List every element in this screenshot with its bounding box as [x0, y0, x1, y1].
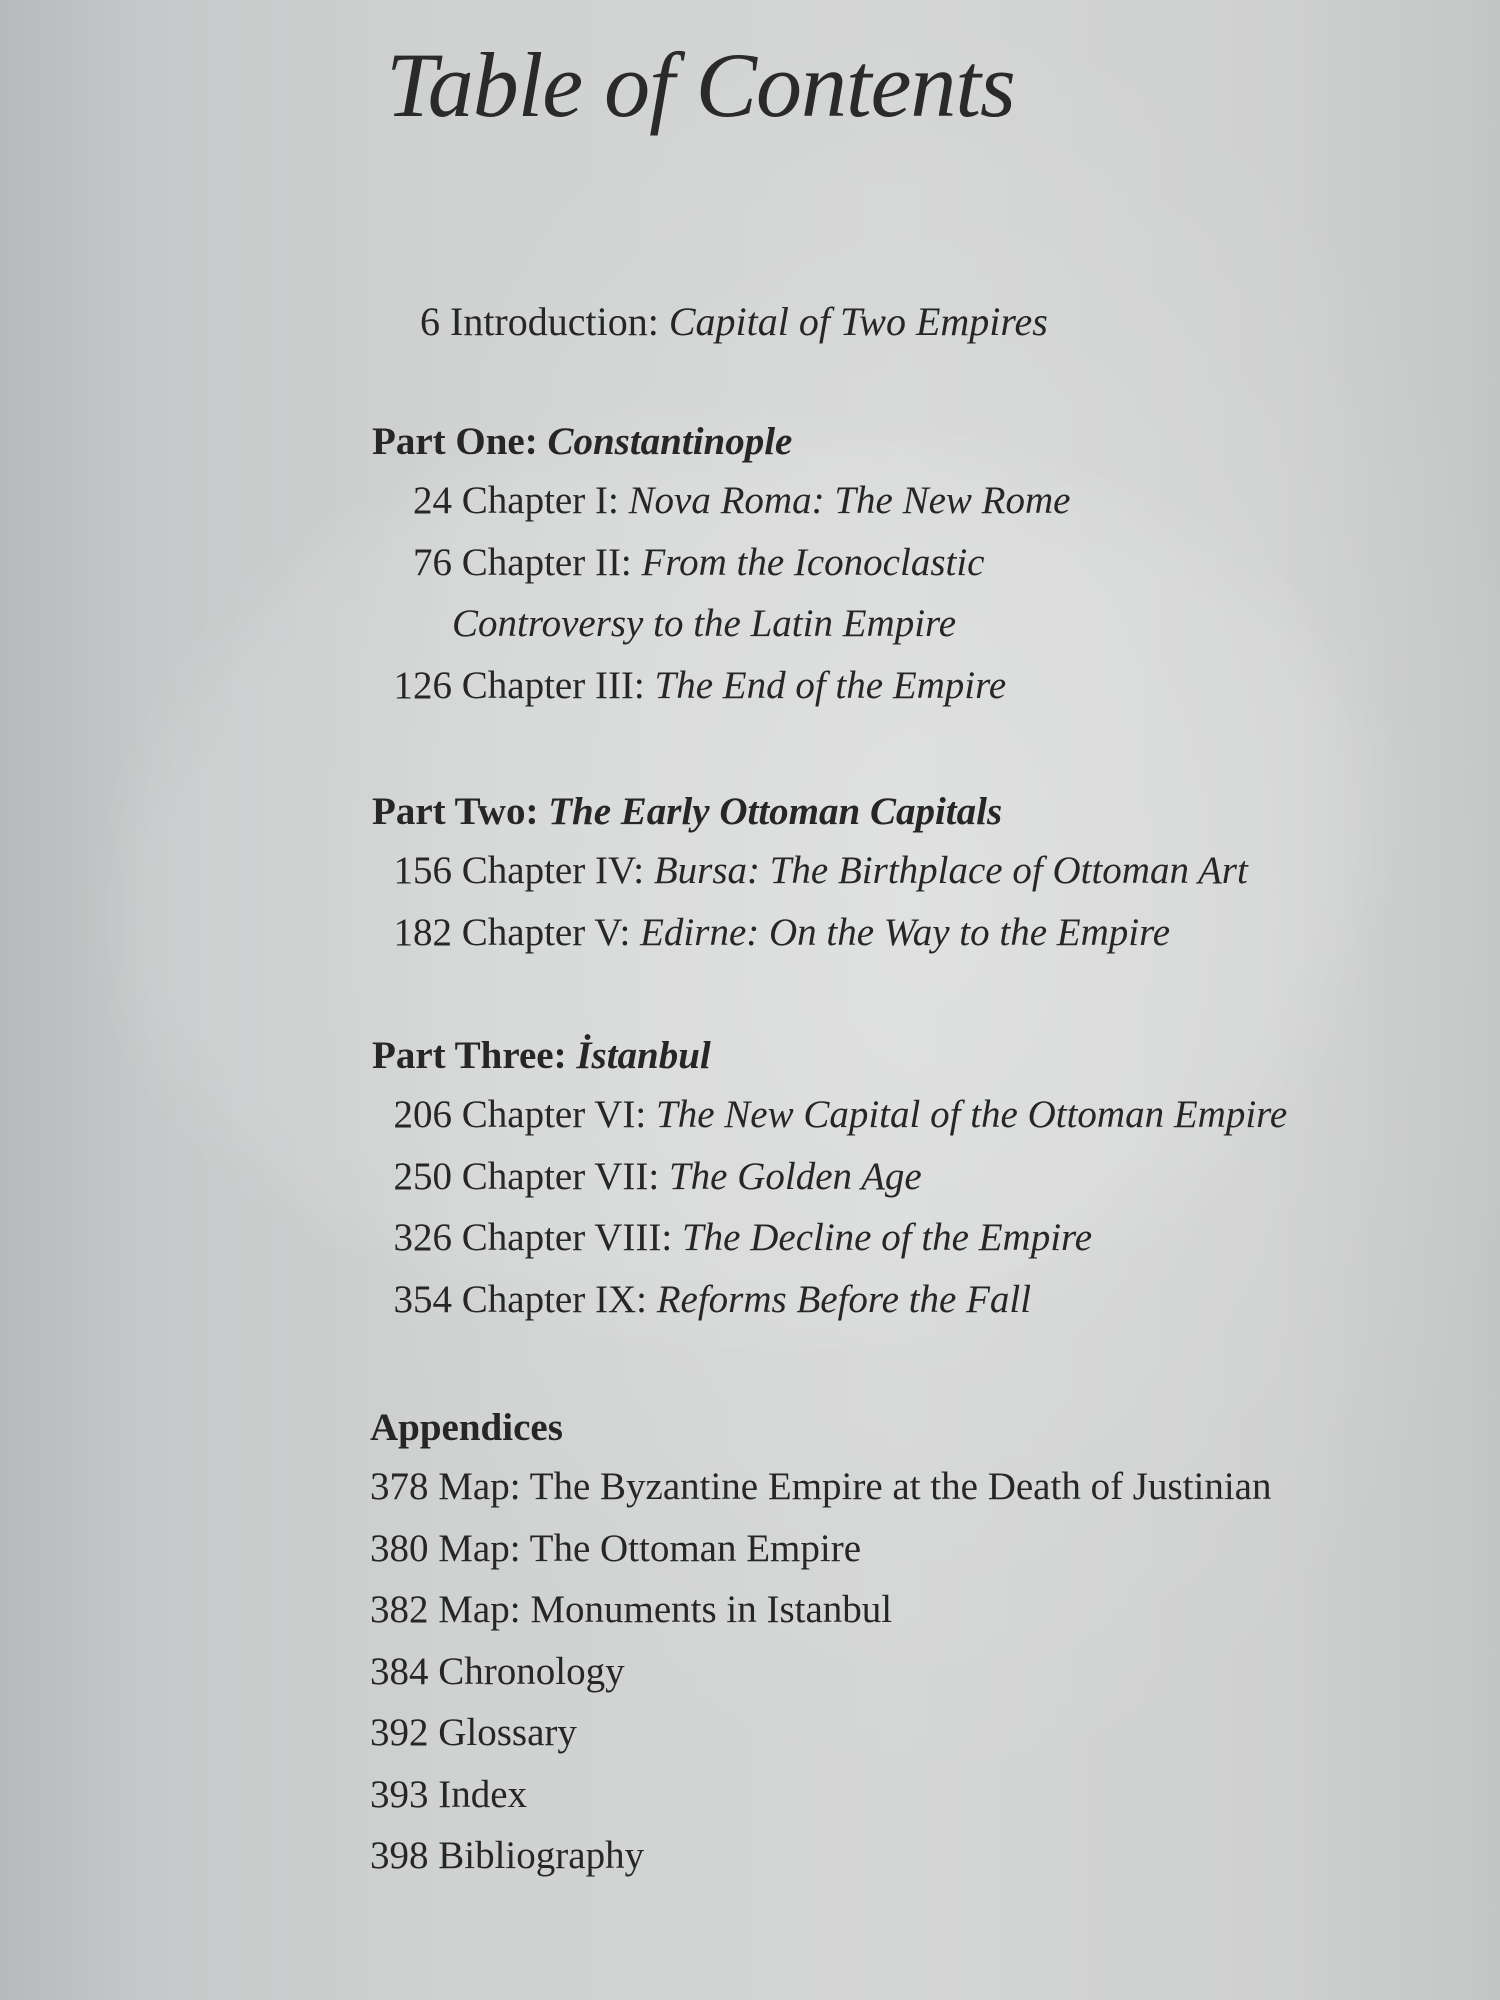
entry-text: Map: The Ottoman Empire [438, 1526, 862, 1570]
toc-entry [372, 1146, 1287, 1208]
section-heading: Appendices [370, 1406, 563, 1449]
page-number: 126 [393, 663, 452, 707]
toc-entry [370, 1518, 1271, 1580]
toc-entry [372, 840, 1248, 902]
section-heading [372, 1028, 1287, 1084]
entry-text: Chronology [438, 1649, 625, 1693]
page-number: 380 [370, 1526, 429, 1570]
page-number: 354 [393, 1277, 452, 1321]
part-label: Part Two: [372, 790, 539, 833]
toc-section-part-one [372, 414, 1070, 716]
entry-title: Bursa: The Birthplace of Ottoman Art [653, 849, 1248, 892]
toc-entry [370, 1456, 1271, 1518]
entry-label: Chapter VI: [461, 1093, 647, 1136]
page-number: 398 [370, 1834, 429, 1877]
page-number: 250 [393, 1154, 452, 1198]
section-heading [372, 414, 1070, 470]
toc-entry [372, 532, 1070, 594]
part-name: The Early Ottoman Capitals [548, 790, 1003, 833]
toc-entry [370, 1764, 1271, 1826]
entry-label: Chapter IV: [461, 849, 645, 892]
entry-text: Index [438, 1772, 528, 1816]
toc-entry [370, 1702, 1271, 1764]
toc-entry [370, 1825, 1271, 1887]
entry-title: Capital of Two Empires [668, 299, 1048, 344]
entry-title: Reforms Before the Fall [656, 1277, 1032, 1321]
entry-title-continuation: Controversy to the Latin Empire [452, 602, 957, 645]
page-title: Table of Contents [386, 34, 1015, 136]
toc-entry [372, 902, 1248, 964]
entry-label: Chapter IX: [461, 1277, 647, 1321]
entry-text: Glossary [438, 1711, 577, 1754]
entry-label: Chapter VII: [461, 1154, 660, 1198]
part-name: Constantinople [547, 420, 793, 463]
toc-entry [372, 1207, 1287, 1269]
part-label: Part Three: [372, 1034, 567, 1077]
entry-title: The End of the Empire [654, 663, 1007, 707]
entry-label: Chapter I: [461, 479, 619, 522]
entry-label: Chapter VIII: [461, 1216, 673, 1259]
page-number: 382 [370, 1588, 429, 1631]
page-number: 24 [413, 479, 452, 522]
entry-title: Nova Roma: The New Rome [628, 479, 1071, 522]
page-number: 206 [393, 1093, 452, 1136]
toc-entry-continuation [372, 593, 1070, 655]
entry-text: Map: The Byzantine Empire at the Death of Justinian [438, 1465, 1272, 1508]
page-number: 326 [393, 1216, 452, 1259]
page-number: 378 [370, 1465, 429, 1508]
toc-entry [372, 655, 1070, 717]
entry-label: Chapter V: [461, 910, 631, 954]
page-number: 182 [393, 910, 452, 954]
toc-section-part-three [372, 1028, 1287, 1330]
page-number: 6 [420, 299, 440, 344]
toc-entry [372, 1269, 1287, 1331]
toc-entry [370, 1579, 1271, 1641]
part-name: İstanbul [576, 1034, 711, 1077]
section-heading [372, 784, 1248, 840]
entry-title: The Decline of the Empire [681, 1216, 1093, 1259]
toc-entry [372, 470, 1070, 532]
entry-label: Chapter II: [461, 540, 632, 584]
entry-label: Introduction: [450, 299, 659, 344]
entry-title: Edirne: On the Way to the Empire [640, 910, 1171, 954]
page-number: 76 [413, 540, 452, 584]
toc-entry [372, 1084, 1287, 1146]
page-number: 384 [370, 1649, 429, 1693]
page-number: 156 [393, 849, 452, 892]
entry-text: Map: Monuments in Istanbul [438, 1588, 893, 1631]
toc-entry-introduction [420, 294, 1048, 350]
entry-title: The Golden Age [668, 1154, 922, 1198]
entry-label: Chapter III: [461, 663, 645, 707]
page-number: 393 [370, 1772, 429, 1816]
toc-section-appendices [370, 1400, 1271, 1887]
page-number: 392 [370, 1711, 429, 1754]
entry-text: Bibliography [438, 1834, 645, 1877]
part-label: Part One: [372, 420, 538, 463]
entry-title: From the Iconoclastic [641, 540, 985, 584]
entry-title: The New Capital of the Ottoman Empire [656, 1093, 1288, 1136]
toc-entry [370, 1641, 1271, 1703]
toc-section-part-two [372, 784, 1248, 963]
